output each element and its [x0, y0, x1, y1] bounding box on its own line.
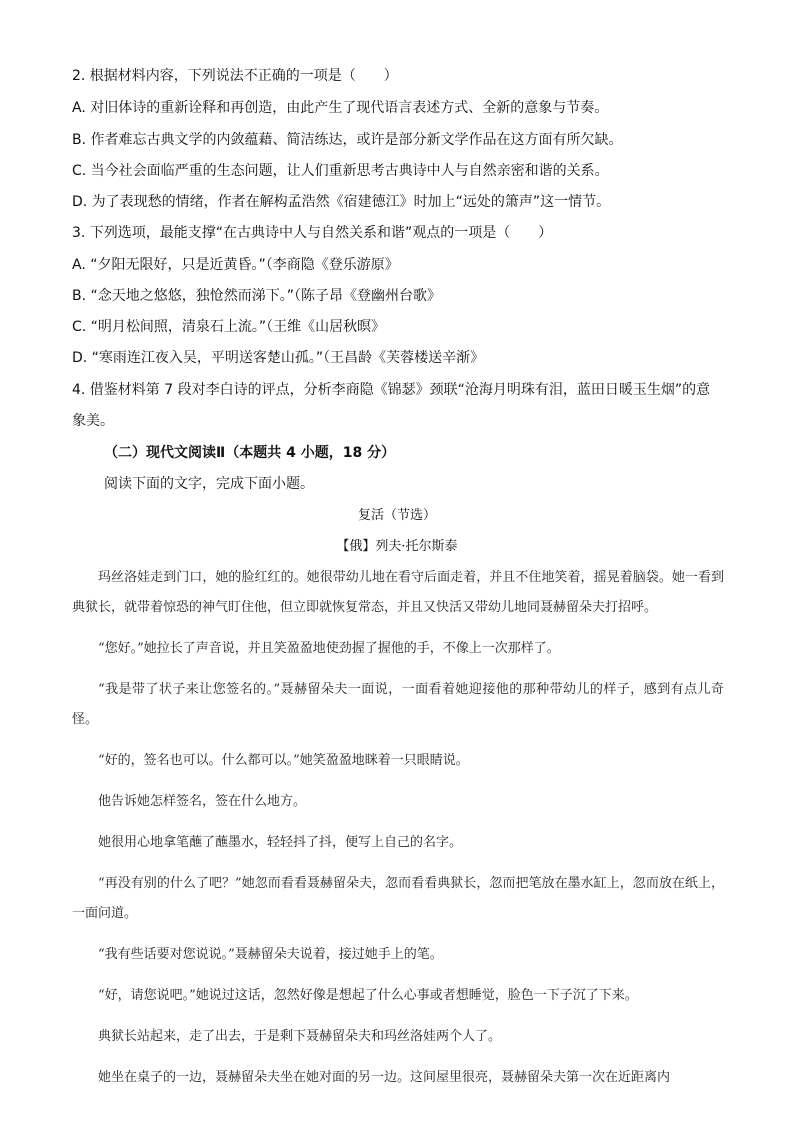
question-2-stem: 2. 根据材料内容，下列说法不正确的一项是（ ） [72, 68, 398, 84]
passage-paragraph: “我是带了状子来让您签名的。”聂赫留朵夫一面说，一面看着她迎接他的那种带幼儿的样子，感到有点儿奇怪。 [72, 682, 724, 727]
passage-paragraph: “您好。”她拉长了声音说，并且笑盈盈地使劲握了握他的手，不像上一次那样了。 [98, 641, 560, 656]
question-3-option-a: A. “夕阳无限好，只是近黄昏。”（李商隐《登乐游原》 [72, 257, 399, 273]
passage-paragraph: 她很用心地拿笔蘸了蘸墨水，轻轻抖了抖，便写上自己的名字。 [98, 835, 463, 850]
question-3-stem: 3. 下列选项，最能支撑“在古典诗中人与自然关系和谐”观点的一项是（ ） [72, 225, 553, 241]
section-heading: （二）现代文阅读Ⅱ（本题共 4 小题，18 分） [104, 445, 396, 461]
question-2-option-d: D. 为了表现愁的情绪，作者在解构孟浩然《宿建德江》时加上“远处的箫声”这一情节。 [72, 194, 611, 210]
question-3-option-c: C. “明月松间照，清泉石上流。”（王维《山居秋暝》 [72, 319, 386, 335]
passage-body [72, 563, 724, 1104]
passage-paragraph: “好，请您说吧。”她说过这话，忽然好像是想起了什么心事或者想睡觉，脸色一下子沉了下来。 [98, 988, 638, 1003]
passage-paragraph: 典狱长站起来，走了出去，于是剩下聂赫留朵夫和玛丝洛娃两个人了。 [98, 1029, 502, 1044]
passage-paragraph: “好的，签名也可以。什么都可以。”她笑盈盈地眯着一只眼睛说。 [98, 753, 469, 768]
passage-title: 复活（节选） [357, 508, 436, 523]
question-2-option-b: B. 作者难忘古典文学的内敛蕴藉、简洁练达，或许是部分新文学作品在这方面有所欠缺。 [72, 132, 623, 148]
passage-paragraph: “再没有别的什么了吧？”她忽而看看聂赫留朵夫，忽而看看典狱长，忽而把笔放在墨水缸上，忽而放在纸上，一面问道。 [72, 876, 724, 921]
question-3-option-d: D. “寒雨连江夜入吴，平明送客楚山孤。”（王昌龄《芙蓉楼送辛渐》 [72, 350, 485, 366]
question-3-option-b: B. “念天地之悠悠，独怆然而涕下。”（陈子昂《登幽州台歌》 [72, 288, 442, 304]
passage-paragraph: “我有些话要对您说说。”聂赫留朵夫说着，接过她手上的笔。 [98, 947, 443, 962]
passage-author: 【俄】列夫·托尔斯泰 [336, 539, 458, 554]
question-2-option-a: A. 对旧体诗的重新诠释和再创造，由此产生了现代语言表述方式、全新的意象与节奏。 [72, 100, 609, 116]
question-2-option-c: C. 当今社会面临严重的生态问题，让人们重新思考古典诗中人与自然亲密和谐的关系。 [72, 163, 609, 179]
question-4-stem: 4. 借鉴材料第 7 段对李白诗的评点，分析李商隐《锦瑟》颈联“沧海月明珠有泪，蓝田日暖玉生烟”的意 [72, 382, 711, 398]
passage-paragraph: 他告诉她怎样签名，签在什么地方。 [98, 794, 307, 809]
passage-paragraph: 玛丝洛娃走到门口，她的脸红红的。她很带幼儿地在看守后面走着，并且不住地笑着，摇晃着脑袋。她一看到典狱长，就带着惊恐的神气盯住他，但立即就恢复常态，并且又快活又带幼儿地同聂赫留朵夫打招呼。 [72, 570, 724, 615]
reading-instruction: 阅读下面的文字，完成下面小题。 [104, 476, 314, 492]
question-4-stem-continued: 象美。 [72, 413, 114, 429]
passage-paragraph: 她坐在桌子的一边，聂赫留朵夫坐在她对面的另一边。这间屋里很亮，聂赫留朵夫第一次在近距离内 [98, 1070, 671, 1085]
